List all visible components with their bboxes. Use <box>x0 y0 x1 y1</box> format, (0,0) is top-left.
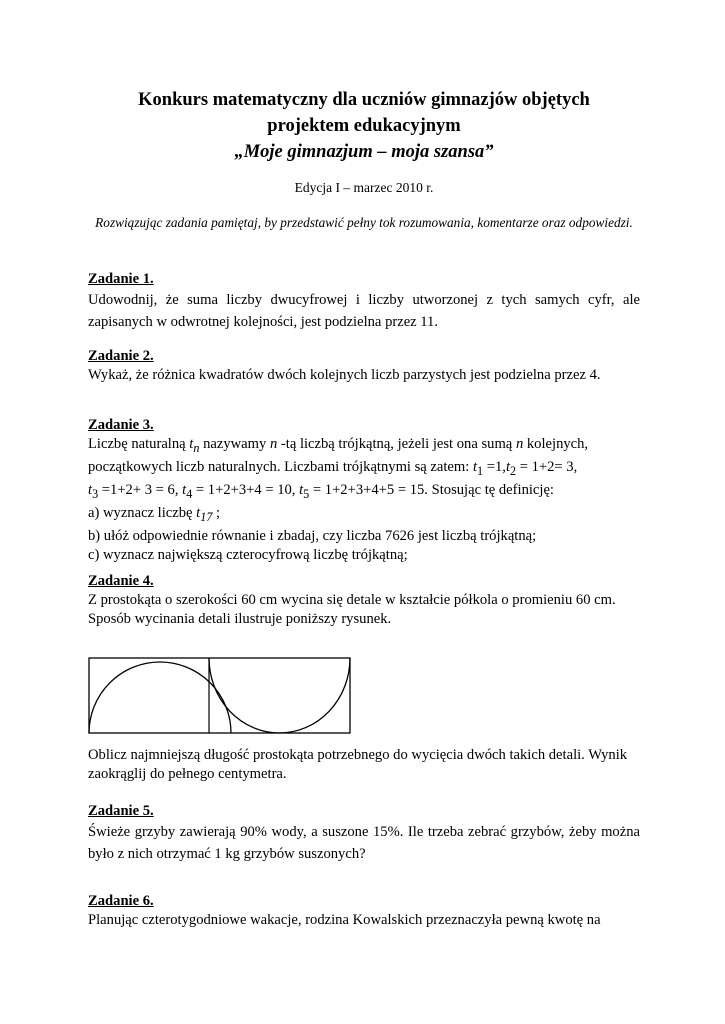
task-5-heading: Zadanie 5. <box>88 803 154 819</box>
instruction-text: Rozwiązując zadania pamiętaj, by przedstawić pełny tok rozumowania, komentarze oraz odpowiedzi. <box>95 215 633 230</box>
task-4-question <box>88 746 640 784</box>
task-3-line-2: początkowych liczb naturalnych. Liczbami trójkątnymi są zatem: $t_1 =1,t_2 = 1+2= 3$, <box>88 458 578 478</box>
task-3-item-b: b) ułóż odpowiednie równanie i zbadaj, czy liczba 7626 jest liczbą trójkątną; <box>88 527 537 544</box>
task-4-line-1: Z prostokąta o szerokości 60 cm wycina się detale w kształcie półkola o promieniu 60 cm. <box>88 592 616 608</box>
task-6 <box>88 892 640 930</box>
task-3-item-c: c) wyznacz największą czterocyfrową liczbę trójkątną; <box>88 546 408 563</box>
task-4-heading: Zadanie 4. <box>88 573 154 589</box>
task-3-item-a: a) wyznacz liczbę $t_{17}$ ; <box>88 504 221 524</box>
task-4-line-2: Sposób wycinania detali ilustruje poniższy rysunek. <box>88 611 392 627</box>
task-5 <box>88 802 640 865</box>
task-4-question-line-1: Oblicz najmniejszą długość prostokąta potrzebnego do wycięcia dwóch takich detali. Wynik <box>88 747 628 763</box>
title-line-1: Konkurs matematyczny dla uczniów gimnazjów objętych <box>138 90 590 110</box>
task-3-line-1: Liczbę naturalną $t_n$ nazywamy n -tą liczbą trójkątną, jeżeli jest ona sumą n kolejnych, <box>88 436 589 455</box>
document-title <box>88 87 640 165</box>
task-3-line-3: $t_3 =1+2+ 3 = 6$, $t_4 = 1+2+3+4 = 10$, $t_5 = 1+2+3+4+5 = 15$. Stosując tę definicję: <box>88 481 554 501</box>
task-3-heading: Zadanie 3. <box>88 417 154 433</box>
task-4 <box>88 572 640 629</box>
task-1 <box>88 270 640 333</box>
task-6-text: Planując czterotygodniowe wakacje, rodzina Kowalskich przeznaczyła pewną kwotę na <box>88 912 601 928</box>
task-1-text: Udowodnij, że suma liczby dwucyfrowej i liczby utworzonej z tych samych cyfr, ale zapisanych w odwrotnej kolejności, jest podzielna przez 11. <box>88 292 640 330</box>
task-1-heading: Zadanie 1. <box>88 271 154 287</box>
title-line-2: projektem edukacyjnym <box>267 116 461 136</box>
task-5-text: Świeże grzyby zawierają 90% wody, a suszone 15%. Ile trzeba zebrać grzybów, żeby można było z nich otrzymać 1 kg grzybów suszonych? <box>88 824 640 862</box>
semicircles-figure <box>88 657 352 735</box>
task-2-heading: Zadanie 2. <box>88 348 154 364</box>
task-2 <box>88 347 640 385</box>
task-6-heading: Zadanie 6. <box>88 893 154 909</box>
task-4-question-line-2: zaokrąglij do pełnego centymetra. <box>88 766 287 782</box>
task-3 <box>88 416 640 565</box>
title-line-3: „Moje gimnazjum – moja szansa” <box>234 142 494 162</box>
edition-line: Edycja I – marzec 2010 r. <box>294 180 434 195</box>
task-2-text: Wykaż, że różnica kwadratów dwóch kolejnych liczb parzystych jest podzielna przez 4. <box>88 367 601 383</box>
